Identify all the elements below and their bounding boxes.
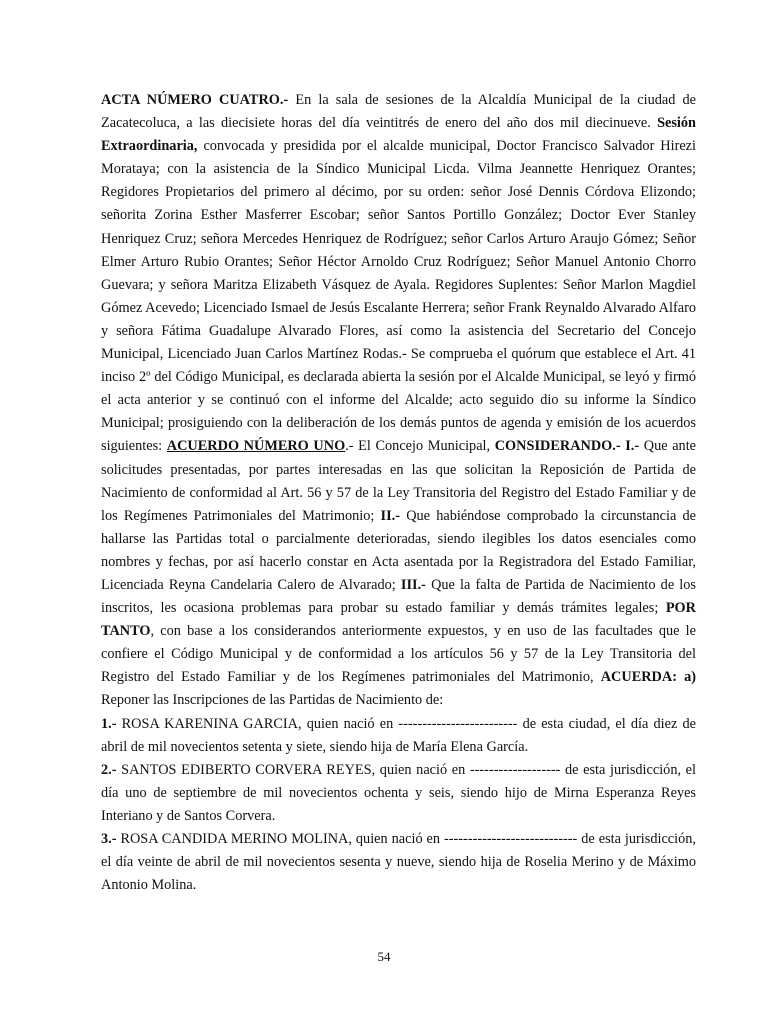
bold-text-run: 3.- bbox=[101, 831, 117, 847]
text-run: Reponer las Inscripciones de las Partidas de Nacimiento de: bbox=[101, 692, 444, 709]
bold-text-run: CONSIDERANDO.- I.- bbox=[494, 438, 640, 455]
text-run: Que ante solicitudes presentadas, por partes interesadas en las que solicitan la Reposición de Partida de Nacimiento de conformidad al Art. 56 y 57 de la Ley Transitoria del Registro del Estado Familiar y de los Regímenes Patrimoniales del Matrimonio; bbox=[101, 438, 697, 524]
bold-text-run: Sesión Extraordinaria, bbox=[101, 115, 696, 155]
bold-text-run: 1.- bbox=[101, 715, 117, 732]
list-item-entry-3 bbox=[101, 828, 696, 897]
list-item-entry-2 bbox=[101, 759, 696, 828]
bold-text-run: II.- bbox=[380, 507, 400, 524]
bold-text-run: ACUERDA: a) bbox=[600, 669, 697, 686]
text-run: Que la falta de Partida de Nacimiento de los inscritos, les ocasiona problemas para probar su estado familiar y demás trámites legales; bbox=[101, 576, 696, 617]
bold-text-run: III.- bbox=[400, 576, 426, 593]
document-body bbox=[101, 89, 696, 897]
text-run: Que habiéndose comprobado la circunstancia de hallarse las Partidas total o parcialmente deterioradas, siendo ilegibles los datos esenciales como nombres y fechas, por así hacerlo constar en Acta asentada por la Registradora del Estado Familiar, Licenciada Reyna Candelaria Calero de Alvarado; bbox=[101, 507, 696, 593]
bold-text-run: ACTA NÚMERO CUATRO.- bbox=[101, 92, 289, 108]
text-run: En la sala de sesiones de la Alcaldía Municipal de la ciudad de Zacatecoluca, a las diecisiete horas del día veintitrés de enero del año dos mil diecinueve. bbox=[101, 92, 696, 132]
text-run: , con base a los considerandos anteriormente expuestos, y en uso de las facultades que le confiere el Código Municipal y de conformidad a los artículos 56 y 57 de la Ley Transitoria del Registro del Estado Familiar y de los Regímenes patrimoniales del Matrimonio, bbox=[101, 623, 696, 686]
bold-text-run: POR TANTO bbox=[101, 600, 696, 640]
bold-text-run: 2.- bbox=[101, 761, 117, 778]
text-run: SANTOS EDIBERTO CORVERA REYES, quien nació en ------------------- de esta jurisdicción, el día uno de septiembre de mil novecientos ochenta y seis, siendo hijo de Mirna Esperanza Reyes Interiano y de Santos Corvera. bbox=[101, 761, 696, 824]
bold-underlined-text-run: ACUERDO NÚMERO UNO bbox=[166, 438, 346, 455]
text-run: convocada y presidida por el alcalde municipal, Doctor Francisco Salvador Hirezi Morataya; con la asistencia de la Síndico Municipal Licda. Vilma Jeannette Henriquez Orantes; Regidores Propietarios del primero al décimo, por su orden: señor José Dennis Córdova Elizondo; señorita Zorina Esther Masferrer Escobar; señor Santos Portillo González; Doctor Ever Stanley Henriquez Cruz; señora Mercedes Henriquez de Rodríguez; señor Carlos Arturo Araujo Gómez; Señor Elmer Arturo Rubio Orantes; Señor Héctor Arnoldo Cruz Rodríguez; Señor Manuel Antonio Chorro Guevara; y señora Maritza Elizabeth Vásquez de Ayala. Regidores Suplentes: Señor Marlon Magdiel Gómez Acevedo; Licenciado Ismael de Jesús Escalante Herrera; señor Frank Reynaldo Alvarado Alfaro y señora Fátima Guadalupe Alvarado Flores, así como la asistencia del Secretario del Concejo Municipal, Licenciado Juan Carlos Martínez Rodas.- Se comprueba el quórum que establece el Art. 41 inciso 2º del Código Municipal, es declarada abierta la sesión por el Alcalde Municipal, se leyó y firmó el acta anterior y se continuó con el informe del Alcalde; acto seguido dio su informe la Síndico Municipal; prosiguiendo con la deliberación de los demás puntos de agenda y emisión de los acuerdos siguientes: bbox=[101, 138, 696, 455]
list-item-entry-1 bbox=[101, 713, 696, 759]
page-number: 54 bbox=[377, 949, 391, 964]
acta-paragraph bbox=[101, 89, 696, 713]
text-run: ROSA KARENINA GARCIA, quien nació en ------------------------- de esta ciudad, el día diez de abril de mil novecientos setenta y siete, siendo hija de María Elena García. bbox=[101, 715, 696, 755]
text-run: ROSA CANDIDA MERINO MOLINA, quien nació en ---------------------------- de esta jurisdicción, el día veinte de abril de mil novecientos sesenta y nueve, siendo hija de Roselia Merino y de Máximo Antonio Molina. bbox=[101, 831, 696, 894]
text-run: .- El Concejo Municipal, bbox=[345, 438, 495, 455]
